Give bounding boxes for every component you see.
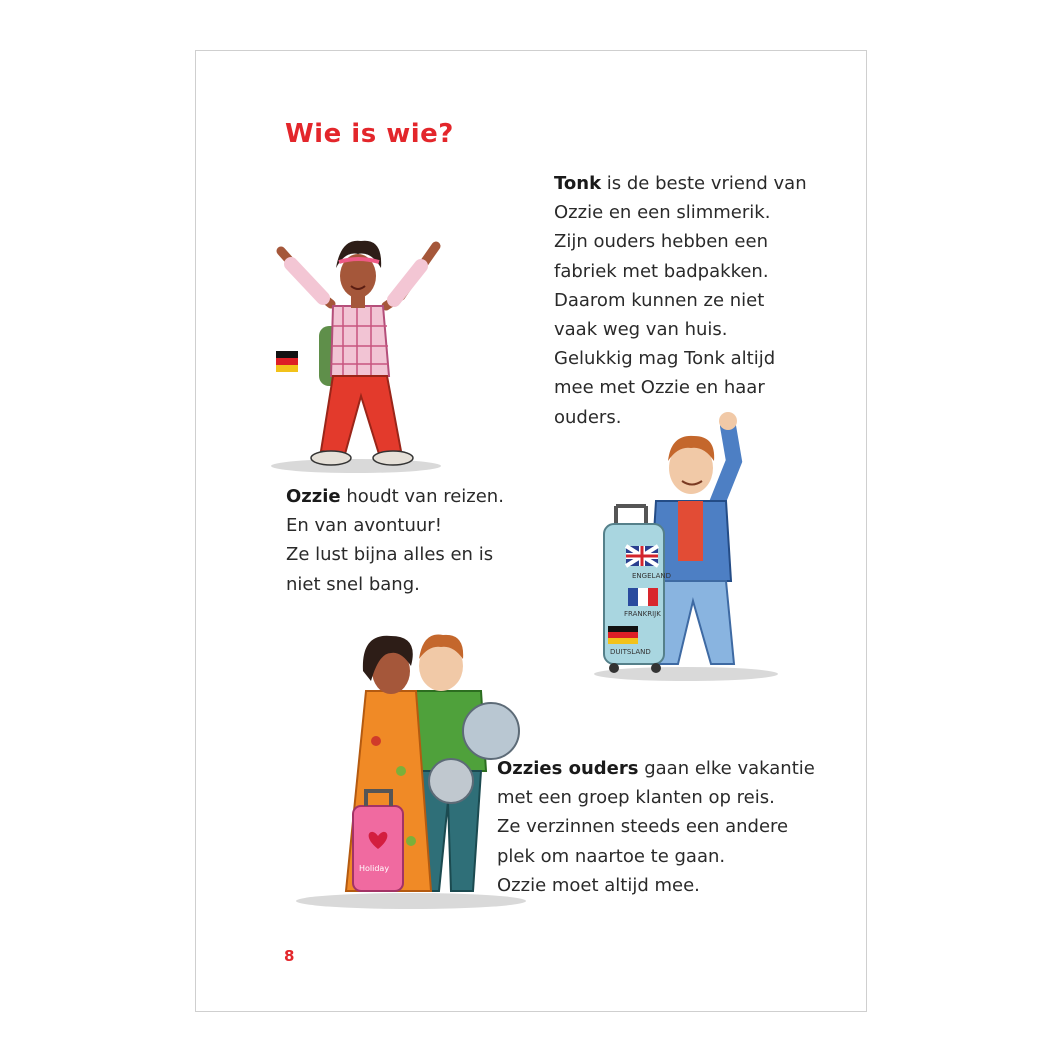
paragraph-line: Tonk is de beste vriend van bbox=[554, 173, 807, 194]
suitcase-label-frankrijk: FRANKRIJK bbox=[624, 610, 661, 618]
paragraph-line: En van avontuur! bbox=[286, 515, 442, 537]
suitcase-label-duitsland: DUITSLAND bbox=[610, 648, 651, 656]
suitcase-label-holiday: Holiday bbox=[359, 864, 390, 873]
paragraph-line: Ze verzinnen steeds een andere bbox=[497, 816, 789, 838]
tonk-paragraph bbox=[554, 169, 807, 432]
paragraph-line: Ozzie moet altijd mee. bbox=[497, 874, 700, 896]
ouders-paragraph bbox=[497, 754, 815, 900]
paragraph-line: Zijn ouders hebben een bbox=[554, 231, 768, 253]
ozzie-name: Ozzie bbox=[286, 486, 341, 507]
paragraph-line: mee met Ozzie en haar bbox=[554, 377, 765, 399]
paragraph-line: met een groep klanten op reis. bbox=[497, 787, 775, 809]
paragraph-line: ouders. bbox=[554, 406, 622, 428]
paragraph-line: vaak weg van huis. bbox=[554, 319, 728, 341]
page-title: Wie is wie? bbox=[285, 119, 454, 149]
ozzie-illustration bbox=[261, 226, 451, 476]
paragraph-line: plek om naartoe te gaan. bbox=[497, 845, 726, 867]
paragraph-line: Ozzies ouders gaan elke vakantie bbox=[497, 758, 815, 779]
paragraph-line: Daarom kunnen ze niet bbox=[554, 289, 765, 311]
suitcase-label-engeland: ENGELAND bbox=[632, 572, 671, 580]
paragraph-line: Ozzie houdt van reizen. bbox=[286, 486, 504, 507]
tonk-name: Tonk bbox=[554, 173, 602, 194]
paragraph-line: Gelukkig mag Tonk altijd bbox=[554, 348, 776, 370]
tonk-illustration bbox=[586, 406, 781, 686]
ouders-name: Ozzies ouders bbox=[497, 758, 639, 779]
paragraph-line: Ze lust bijna alles en is bbox=[286, 544, 494, 566]
paragraph-line: Ozzie en een slimmerik. bbox=[554, 202, 771, 224]
ozzies-ouders-illustration bbox=[291, 621, 541, 911]
paragraph-line: fabriek met badpakken. bbox=[554, 260, 769, 282]
ozzie-paragraph bbox=[286, 482, 504, 599]
page-number: 8 bbox=[284, 947, 295, 965]
book-page bbox=[195, 50, 867, 1012]
paragraph-line: niet snel bang. bbox=[286, 573, 420, 595]
